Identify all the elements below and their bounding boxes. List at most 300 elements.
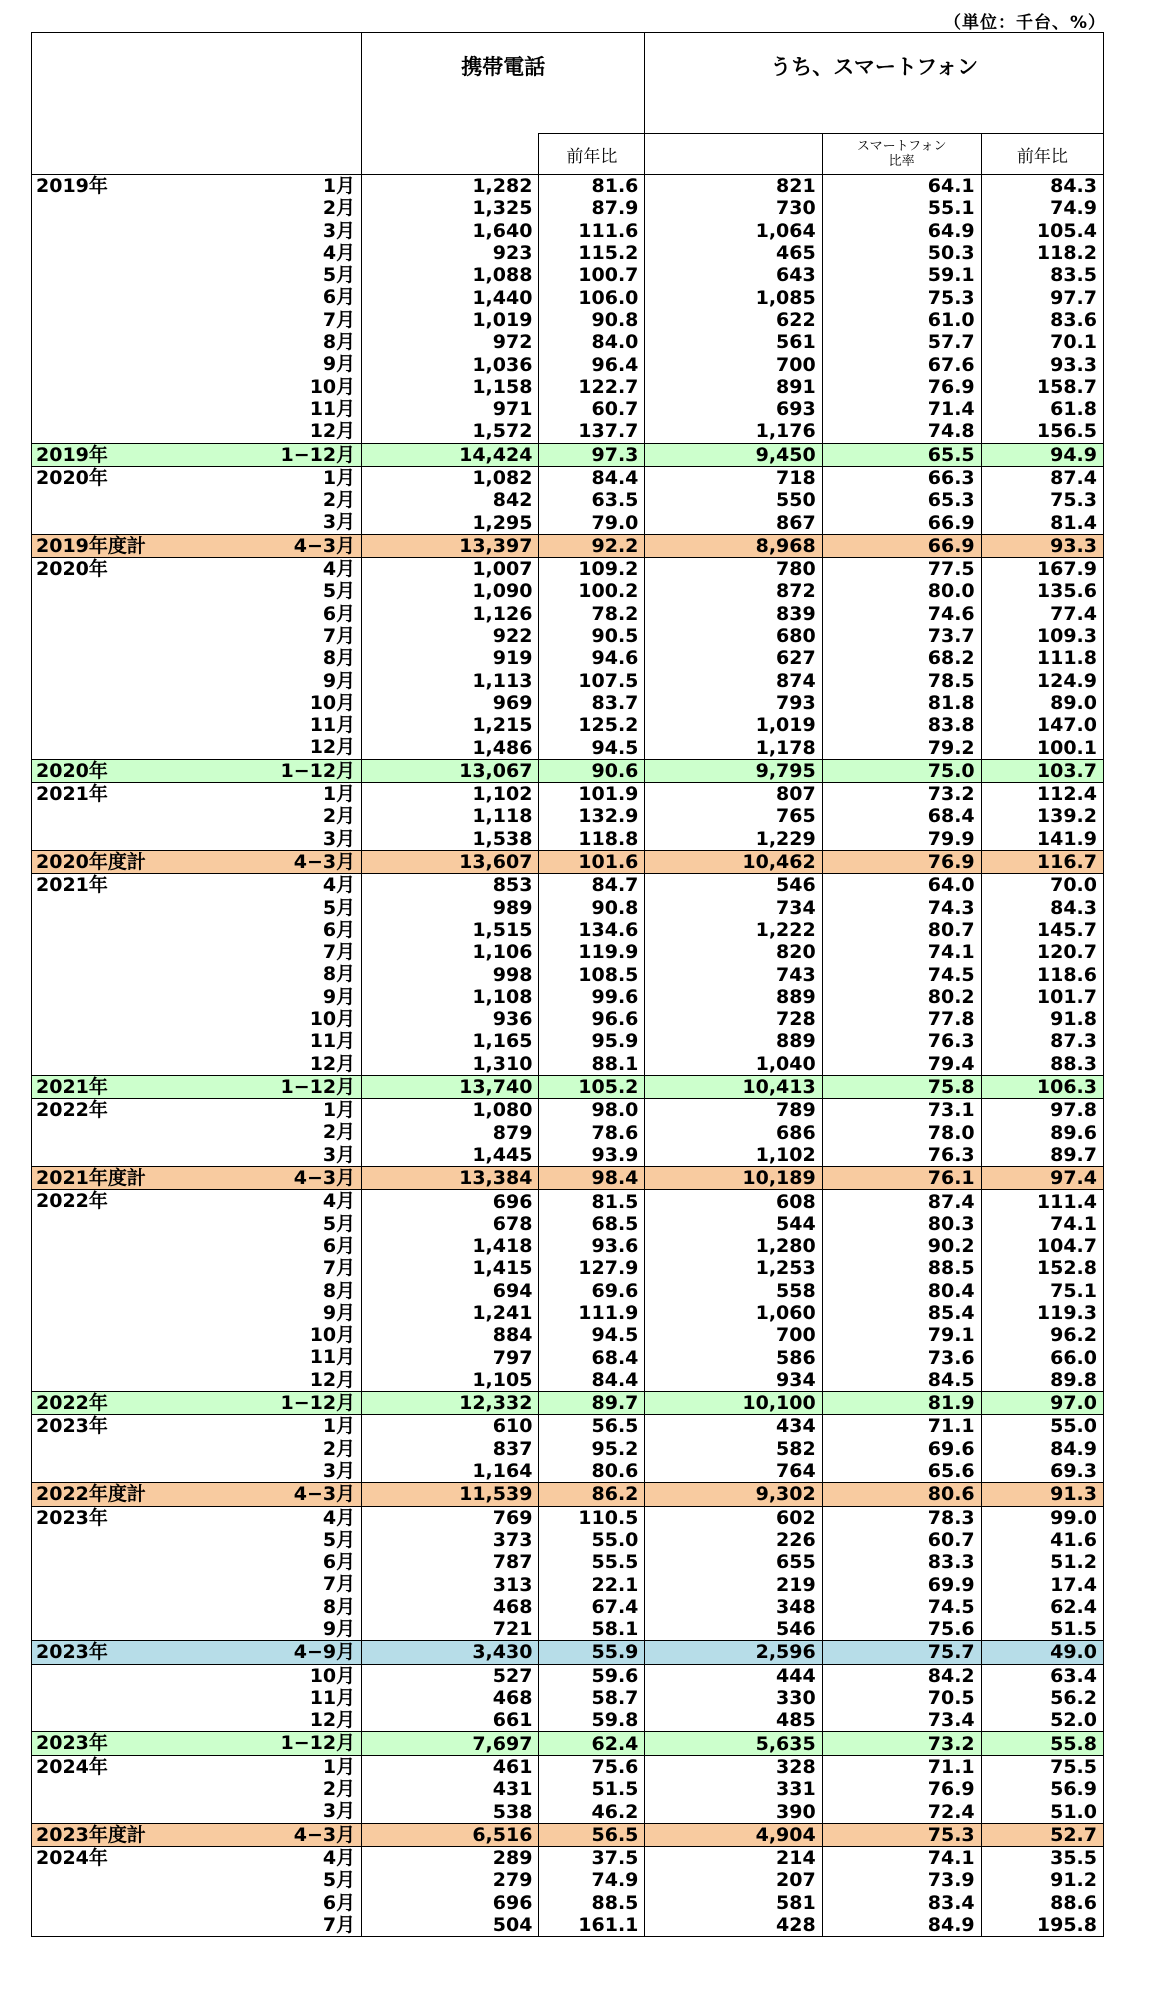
mobile-units-cell: 1,418 xyxy=(362,1235,539,1257)
smartphone-yoy-cell: 91.3 xyxy=(981,1483,1103,1506)
smartphone-ratio-cell: 69.9 xyxy=(822,1573,981,1595)
smartphone-ratio-cell: 64.9 xyxy=(822,220,981,242)
period-cell xyxy=(32,1257,362,1279)
mobile-yoy-cell: 74.9 xyxy=(539,1869,645,1891)
month-label: 11月 xyxy=(309,714,356,737)
smartphone-units-cell: 331 xyxy=(645,1778,822,1800)
mobile-units-cell: 696 xyxy=(362,1190,539,1213)
period-cell xyxy=(32,1732,362,1755)
mobile-units-cell: 1,640 xyxy=(362,220,539,242)
month-label: 10月 xyxy=(309,1324,356,1347)
month-label: 3月 xyxy=(322,219,356,242)
smartphone-yoy-cell: 70.0 xyxy=(981,874,1103,897)
month-label: 7月 xyxy=(322,1257,356,1280)
table-row xyxy=(32,1369,1104,1392)
mobile-yoy-cell: 134.6 xyxy=(539,919,645,941)
mobile-units-cell: 1,082 xyxy=(362,466,539,489)
table-row xyxy=(32,1755,1104,1778)
mobile-yoy-cell: 84.4 xyxy=(539,466,645,489)
smartphone-yoy-cell: 100.1 xyxy=(981,736,1103,759)
year-label: 2019年度計 xyxy=(36,534,146,557)
table-row xyxy=(32,175,1104,198)
smartphone-units-cell: 10,100 xyxy=(645,1392,822,1415)
mobile-yoy-cell: 96.6 xyxy=(539,1008,645,1030)
mobile-yoy-cell: 90.6 xyxy=(539,759,645,782)
month-label: 2月 xyxy=(322,1778,356,1801)
smartphone-units-cell: 5,635 xyxy=(645,1732,822,1755)
month-label: 10月 xyxy=(309,1664,356,1687)
smartphone-yoy-cell: 94.9 xyxy=(981,443,1103,466)
mobile-yoy-cell: 37.5 xyxy=(539,1846,645,1869)
mobile-units-cell: 1,415 xyxy=(362,1257,539,1279)
smartphone-yoy-cell: 104.7 xyxy=(981,1235,1103,1257)
table-row xyxy=(32,1213,1104,1235)
mobile-yoy-cell: 122.7 xyxy=(539,376,645,398)
smartphone-ratio-cell: 55.1 xyxy=(822,197,981,219)
mobile-units-cell: 1,036 xyxy=(362,353,539,375)
smartphone-ratio-cell: 87.4 xyxy=(822,1190,981,1213)
table-row xyxy=(32,1596,1104,1618)
mobile-units-cell: 696 xyxy=(362,1892,539,1914)
smartphone-ratio-cell: 65.6 xyxy=(822,1460,981,1483)
table-row xyxy=(32,986,1104,1008)
table-row xyxy=(32,420,1104,443)
mobile-yoy-cell: 83.7 xyxy=(539,692,645,714)
smartphone-ratio-cell: 81.9 xyxy=(822,1392,981,1415)
month-label: 4−3月 xyxy=(293,1167,356,1190)
table-row xyxy=(32,736,1104,759)
period-cell xyxy=(32,1008,362,1030)
smartphone-units-cell: 889 xyxy=(645,1030,822,1052)
mobile-units-cell: 279 xyxy=(362,1869,539,1891)
smartphone-units-cell: 680 xyxy=(645,625,822,647)
mobile-yoy-cell: 22.1 xyxy=(539,1573,645,1595)
mobile-units-cell: 527 xyxy=(362,1664,539,1687)
smartphone-units-cell: 550 xyxy=(645,489,822,511)
smartphone-yoy-cell: 87.4 xyxy=(981,466,1103,489)
period-cell xyxy=(32,1596,362,1618)
smartphone-units-cell: 434 xyxy=(645,1415,822,1438)
smartphone-yoy-cell: 74.1 xyxy=(981,1213,1103,1235)
mobile-yoy-cell: 67.4 xyxy=(539,1596,645,1618)
smartphone-ratio-cell: 59.1 xyxy=(822,264,981,286)
period-cell xyxy=(32,647,362,669)
smartphone-yoy-cell: 97.8 xyxy=(981,1099,1103,1122)
period-cell xyxy=(32,220,362,242)
mobile-units-cell: 3,430 xyxy=(362,1641,539,1664)
smartphone-ratio-cell: 76.3 xyxy=(822,1030,981,1052)
mobile-yoy-cell: 81.5 xyxy=(539,1190,645,1213)
table-row xyxy=(32,1506,1104,1529)
month-label: 1−12月 xyxy=(280,1392,356,1415)
month-label: 7月 xyxy=(322,1913,356,1936)
mobile-units-cell: 1,118 xyxy=(362,805,539,827)
smartphone-units-cell: 686 xyxy=(645,1121,822,1143)
table-row xyxy=(32,625,1104,647)
month-label: 4月 xyxy=(322,1846,356,1869)
month-label: 5月 xyxy=(322,1528,356,1551)
smartphone-units-cell: 867 xyxy=(645,511,822,534)
period-cell xyxy=(32,941,362,963)
smartphone-units-cell: 622 xyxy=(645,309,822,331)
smartphone-yoy-cell: 111.4 xyxy=(981,1190,1103,1213)
smartphone-units-cell: 9,302 xyxy=(645,1483,822,1506)
mobile-yoy-cell: 90.8 xyxy=(539,897,645,919)
smartphone-ratio-cell: 68.4 xyxy=(822,805,981,827)
month-label: 4月 xyxy=(322,558,356,581)
smartphone-ratio-cell: 65.5 xyxy=(822,443,981,466)
mobile-units-cell: 538 xyxy=(362,1800,539,1823)
smartphone-yoy-cell: 152.8 xyxy=(981,1257,1103,1279)
table-row xyxy=(32,1573,1104,1595)
mobile-units-cell: 989 xyxy=(362,897,539,919)
month-label: 4−9月 xyxy=(293,1641,356,1664)
smartphone-units-cell: 1,019 xyxy=(645,714,822,736)
mobile-units-cell: 610 xyxy=(362,1415,539,1438)
period-cell xyxy=(32,625,362,647)
mobile-units-cell: 7,697 xyxy=(362,1732,539,1755)
smartphone-units-cell: 226 xyxy=(645,1529,822,1551)
period-cell xyxy=(32,1438,362,1460)
mobile-units-cell: 972 xyxy=(362,331,539,353)
smartphone-ratio-cell: 68.2 xyxy=(822,647,981,669)
mobile-units-cell: 884 xyxy=(362,1324,539,1346)
smartphone-units-cell: 874 xyxy=(645,670,822,692)
smartphone-ratio-cell: 74.6 xyxy=(822,603,981,625)
mobile-units-cell: 11,539 xyxy=(362,1483,539,1506)
month-label: 8月 xyxy=(322,331,356,354)
smartphone-yoy-cell: 75.5 xyxy=(981,1755,1103,1778)
smartphone-yoy-cell: 35.5 xyxy=(981,1846,1103,1869)
period-cell xyxy=(32,580,362,602)
smartphone-ratio-cell: 66.9 xyxy=(822,511,981,534)
table-row xyxy=(32,1302,1104,1324)
year-label: 2021年 xyxy=(36,783,108,806)
smartphone-ratio-cell: 79.9 xyxy=(822,828,981,851)
period-cell xyxy=(32,1755,362,1778)
smartphone-yoy-cell: 97.7 xyxy=(981,286,1103,308)
smartphone-units-cell: 9,795 xyxy=(645,759,822,782)
month-label: 10月 xyxy=(309,691,356,714)
table-row xyxy=(32,1914,1104,1937)
smartphone-units-cell: 891 xyxy=(645,376,822,398)
smartphone-yoy-cell: 83.5 xyxy=(981,264,1103,286)
mobile-yoy-cell: 137.7 xyxy=(539,420,645,443)
smartphone-units-cell: 700 xyxy=(645,353,822,375)
year-label: 2020年度計 xyxy=(36,850,146,873)
table-row xyxy=(32,1664,1104,1687)
month-label: 6月 xyxy=(322,602,356,625)
mobile-units-cell: 13,067 xyxy=(362,759,539,782)
month-label: 1−12月 xyxy=(280,443,356,466)
smartphone-ratio-cell: 76.3 xyxy=(822,1144,981,1167)
mobile-yoy-cell: 161.1 xyxy=(539,1914,645,1937)
mobile-units-cell: 678 xyxy=(362,1213,539,1235)
smartphone-units-cell: 8,968 xyxy=(645,534,822,557)
mobile-units-cell: 1,241 xyxy=(362,1302,539,1324)
mobile-units-cell: 661 xyxy=(362,1709,539,1732)
period-cell xyxy=(32,1869,362,1891)
mobile-units-cell: 1,282 xyxy=(362,175,539,198)
smartphone-ratio-cell: 75.3 xyxy=(822,1823,981,1846)
mobile-yoy-cell: 108.5 xyxy=(539,963,645,985)
mobile-units-cell: 936 xyxy=(362,1008,539,1030)
table-row xyxy=(32,197,1104,219)
mobile-units-cell: 13,384 xyxy=(362,1167,539,1190)
period-cell xyxy=(32,466,362,489)
period-cell xyxy=(32,558,362,581)
smartphone-yoy-cell: 97.4 xyxy=(981,1167,1103,1190)
mobile-yoy-cell: 119.9 xyxy=(539,941,645,963)
period-cell xyxy=(32,986,362,1008)
smartphone-yoy-cell: 139.2 xyxy=(981,805,1103,827)
mobile-units-cell: 922 xyxy=(362,625,539,647)
table-row xyxy=(32,1190,1104,1213)
smartphone-units-cell: 608 xyxy=(645,1190,822,1213)
smartphone-units-cell: 1,085 xyxy=(645,286,822,308)
mobile-yoy-cell: 98.0 xyxy=(539,1099,645,1122)
smartphone-yoy-cell: 99.0 xyxy=(981,1506,1103,1529)
month-label: 2月 xyxy=(322,489,356,512)
mobile-units-cell: 6,516 xyxy=(362,1823,539,1846)
table-body xyxy=(32,175,1104,1937)
mobile-yoy-cell: 115.2 xyxy=(539,242,645,264)
month-label: 4−3月 xyxy=(293,850,356,873)
mobile-yoy-cell: 68.5 xyxy=(539,1213,645,1235)
period-cell xyxy=(32,1914,362,1937)
smartphone-units-cell: 700 xyxy=(645,1324,822,1346)
smartphone-ratio-cell: 50.3 xyxy=(822,242,981,264)
table-row xyxy=(32,1008,1104,1030)
smartphone-units-cell: 730 xyxy=(645,197,822,219)
smartphone-yoy-cell: 156.5 xyxy=(981,420,1103,443)
mobile-units-cell: 431 xyxy=(362,1778,539,1800)
mobile-yoy-cell: 89.7 xyxy=(539,1392,645,1415)
month-label: 11月 xyxy=(309,1686,356,1709)
mobile-units-cell: 923 xyxy=(362,242,539,264)
mobile-yoy-cell: 84.0 xyxy=(539,331,645,353)
smartphone-ratio-cell: 77.5 xyxy=(822,558,981,581)
smartphone-yoy-cell: 135.6 xyxy=(981,580,1103,602)
table-row xyxy=(32,558,1104,581)
mobile-units-cell: 1,019 xyxy=(362,309,539,331)
month-label: 9月 xyxy=(322,669,356,692)
smartphone-units-cell: 1,176 xyxy=(645,420,822,443)
month-label: 12月 xyxy=(309,1368,356,1391)
month-label: 2月 xyxy=(322,1121,356,1144)
table-row xyxy=(32,941,1104,963)
period-cell xyxy=(32,175,362,198)
smartphone-units-cell: 544 xyxy=(645,1213,822,1235)
mobile-yoy-cell: 92.2 xyxy=(539,534,645,557)
month-label: 7月 xyxy=(322,624,356,647)
smartphone-ratio-cell: 73.1 xyxy=(822,1099,981,1122)
mobile-units-cell: 289 xyxy=(362,1846,539,1869)
smartphone-ratio-cell: 84.5 xyxy=(822,1369,981,1392)
mobile-yoy-cell: 46.2 xyxy=(539,1800,645,1823)
mobile-yoy-cell: 111.6 xyxy=(539,220,645,242)
header-ratio-line2: 比率 xyxy=(888,154,915,169)
smartphone-yoy-cell: 52.0 xyxy=(981,1709,1103,1732)
mobile-yoy-cell: 94.5 xyxy=(539,736,645,759)
period-cell xyxy=(32,1324,362,1346)
table-row xyxy=(32,874,1104,897)
table-row xyxy=(32,580,1104,602)
period-cell xyxy=(32,736,362,759)
mobile-yoy-cell: 127.9 xyxy=(539,1257,645,1279)
smartphone-ratio-cell: 80.0 xyxy=(822,580,981,602)
smartphone-yoy-cell: 88.6 xyxy=(981,1892,1103,1914)
month-label: 2月 xyxy=(322,197,356,220)
mobile-yoy-cell: 84.7 xyxy=(539,874,645,897)
year-label: 2022年度計 xyxy=(36,1483,146,1506)
year-label: 2022年 xyxy=(36,1392,108,1415)
period-cell xyxy=(32,1030,362,1052)
mobile-units-cell: 468 xyxy=(362,1687,539,1709)
table-row xyxy=(32,1415,1104,1438)
mobile-yoy-cell: 96.4 xyxy=(539,353,645,375)
year-label: 2023年 xyxy=(36,1732,108,1755)
table-row xyxy=(32,1687,1104,1709)
mobile-units-cell: 1,515 xyxy=(362,919,539,941)
smartphone-yoy-cell: 74.9 xyxy=(981,197,1103,219)
smartphone-yoy-cell: 111.8 xyxy=(981,647,1103,669)
smartphone-units-cell: 821 xyxy=(645,175,822,198)
smartphone-units-cell: 1,178 xyxy=(645,736,822,759)
smartphone-ratio-cell: 80.2 xyxy=(822,986,981,1008)
smartphone-units-cell: 728 xyxy=(645,1008,822,1030)
month-label: 11月 xyxy=(309,397,356,420)
header-smart-ratio xyxy=(822,134,981,175)
smartphone-units-cell: 219 xyxy=(645,1573,822,1595)
mobile-units-cell: 694 xyxy=(362,1280,539,1302)
year-label: 2022年 xyxy=(36,1190,108,1213)
month-label: 8月 xyxy=(322,1595,356,1618)
table-row xyxy=(32,353,1104,375)
smartphone-yoy-cell: 77.4 xyxy=(981,603,1103,625)
smartphone-yoy-cell: 97.0 xyxy=(981,1392,1103,1415)
year-label: 2022年 xyxy=(36,1099,108,1122)
month-label: 9月 xyxy=(322,985,356,1008)
mobile-yoy-cell: 111.9 xyxy=(539,1302,645,1324)
smartphone-units-cell: 561 xyxy=(645,331,822,353)
mobile-units-cell: 853 xyxy=(362,874,539,897)
smartphone-units-cell: 1,229 xyxy=(645,828,822,851)
smartphone-yoy-cell: 75.1 xyxy=(981,1280,1103,1302)
mobile-units-cell: 1,310 xyxy=(362,1053,539,1076)
shipment-table xyxy=(31,32,1104,1937)
smartphone-units-cell: 546 xyxy=(645,1618,822,1641)
smartphone-yoy-cell: 105.4 xyxy=(981,220,1103,242)
smartphone-units-cell: 10,462 xyxy=(645,850,822,873)
mobile-yoy-cell: 69.6 xyxy=(539,1280,645,1302)
period-cell xyxy=(32,443,362,466)
smartphone-ratio-cell: 65.3 xyxy=(822,489,981,511)
smartphone-units-cell: 872 xyxy=(645,580,822,602)
smartphone-units-cell: 4,904 xyxy=(645,1823,822,1846)
mobile-units-cell: 1,126 xyxy=(362,603,539,625)
smartphone-ratio-cell: 75.3 xyxy=(822,286,981,308)
mobile-yoy-cell: 90.5 xyxy=(539,625,645,647)
mobile-yoy-cell: 78.2 xyxy=(539,603,645,625)
mobile-yoy-cell: 98.4 xyxy=(539,1167,645,1190)
mobile-yoy-cell: 63.5 xyxy=(539,489,645,511)
smartphone-units-cell: 582 xyxy=(645,1438,822,1460)
month-label: 4月 xyxy=(322,241,356,264)
period-cell xyxy=(32,805,362,827)
smartphone-units-cell: 558 xyxy=(645,1280,822,1302)
smartphone-ratio-cell: 66.3 xyxy=(822,466,981,489)
mobile-yoy-cell: 94.6 xyxy=(539,647,645,669)
period-cell xyxy=(32,692,362,714)
smartphone-yoy-cell: 84.9 xyxy=(981,1438,1103,1460)
table-row xyxy=(32,603,1104,625)
smartphone-yoy-cell: 70.1 xyxy=(981,331,1103,353)
period-cell xyxy=(32,1618,362,1641)
table-row xyxy=(32,1778,1104,1800)
period-cell xyxy=(32,1302,362,1324)
period-cell xyxy=(32,331,362,353)
smartphone-units-cell: 485 xyxy=(645,1709,822,1732)
year-label: 2024年 xyxy=(36,1755,108,1778)
month-label: 7月 xyxy=(322,941,356,964)
smartphone-units-cell: 9,450 xyxy=(645,443,822,466)
mobile-yoy-cell: 94.5 xyxy=(539,1324,645,1346)
period-cell xyxy=(32,1551,362,1573)
smartphone-ratio-cell: 57.7 xyxy=(822,331,981,353)
smartphone-units-cell: 1,222 xyxy=(645,919,822,941)
smartphone-ratio-cell: 69.6 xyxy=(822,1438,981,1460)
smartphone-yoy-cell: 55.0 xyxy=(981,1415,1103,1438)
period-cell xyxy=(32,670,362,692)
smartphone-yoy-cell: 52.7 xyxy=(981,1823,1103,1846)
smartphone-yoy-cell: 66.0 xyxy=(981,1346,1103,1368)
period-cell xyxy=(32,1687,362,1709)
smartphone-ratio-cell: 75.8 xyxy=(822,1075,981,1098)
smartphone-yoy-cell: 124.9 xyxy=(981,670,1103,692)
smartphone-ratio-cell: 79.4 xyxy=(822,1053,981,1076)
period-cell xyxy=(32,1483,362,1506)
period-cell xyxy=(32,850,362,873)
smartphone-units-cell: 428 xyxy=(645,1914,822,1937)
period-cell xyxy=(32,511,362,534)
table-row xyxy=(32,783,1104,806)
period-cell xyxy=(32,828,362,851)
table-row xyxy=(32,850,1104,873)
period-cell xyxy=(32,534,362,557)
month-label: 5月 xyxy=(322,1869,356,1892)
mobile-units-cell: 721 xyxy=(362,1618,539,1641)
mobile-units-cell: 1,445 xyxy=(362,1144,539,1167)
mobile-units-cell: 1,106 xyxy=(362,941,539,963)
smartphone-yoy-cell: 51.2 xyxy=(981,1551,1103,1573)
smartphone-ratio-cell: 84.2 xyxy=(822,1664,981,1687)
mobile-yoy-cell: 88.1 xyxy=(539,1053,645,1076)
smartphone-yoy-cell: 89.8 xyxy=(981,1369,1103,1392)
table-row xyxy=(32,1892,1104,1914)
smartphone-ratio-cell: 85.4 xyxy=(822,1302,981,1324)
mobile-yoy-cell: 56.5 xyxy=(539,1823,645,1846)
month-label: 8月 xyxy=(322,1279,356,1302)
smartphone-yoy-cell: 56.2 xyxy=(981,1687,1103,1709)
smartphone-yoy-cell: 120.7 xyxy=(981,941,1103,963)
smartphone-yoy-cell: 89.6 xyxy=(981,1121,1103,1143)
smartphone-units-cell: 330 xyxy=(645,1687,822,1709)
table-row xyxy=(32,1732,1104,1755)
smartphone-yoy-cell: 158.7 xyxy=(981,376,1103,398)
unit-note: （単位：千台、%） xyxy=(943,13,1106,33)
smartphone-units-cell: 693 xyxy=(645,398,822,420)
